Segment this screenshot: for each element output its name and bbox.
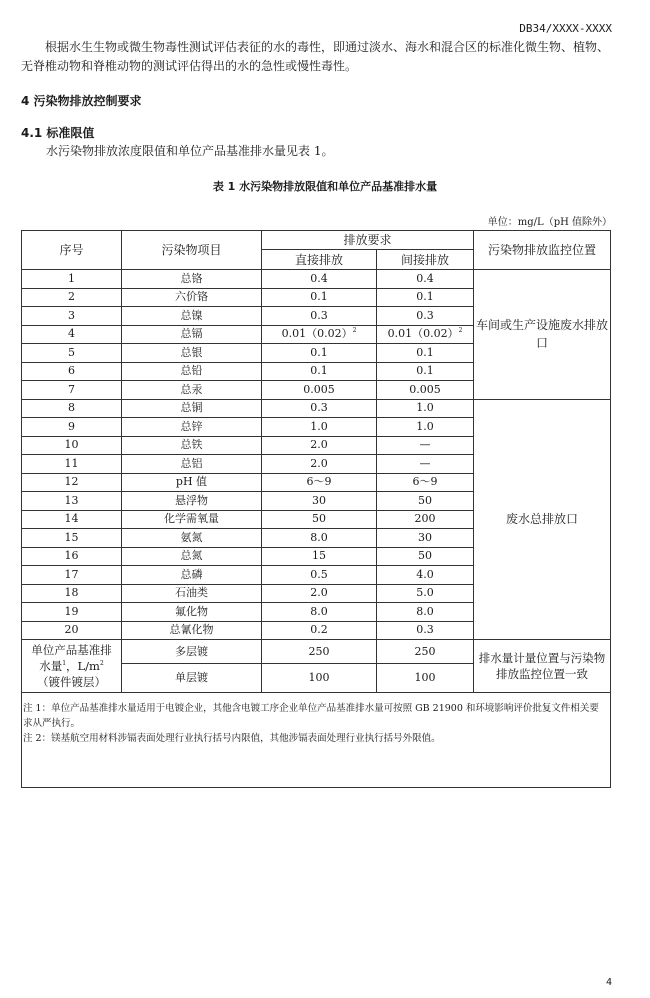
row-no: 7 (22, 381, 122, 400)
row-direct: 0.3 (262, 399, 377, 418)
row-direct: 100 (262, 664, 377, 693)
row-item: 总镍 (122, 307, 262, 326)
header-requirement: 排放要求 (262, 231, 474, 250)
row-item: 总汞 (122, 381, 262, 400)
position-unit-product: 排水量计量位置与污染物排放监控位置一致 (474, 640, 611, 693)
section-4-1-text: 水污染物排放浓度限值和单位产品基准排水量见表 1。 (46, 144, 334, 158)
row-indirect: 100 (377, 664, 474, 693)
row-no: 13 (22, 492, 122, 511)
row-item: 总锌 (122, 418, 262, 437)
row-direct: 0.1 (262, 362, 377, 381)
table-header-row (22, 231, 611, 250)
row-no: 20 (22, 621, 122, 640)
row-direct: 0.5 (262, 566, 377, 585)
row-direct: 0.1 (262, 344, 377, 363)
row-item: 六价铬 (122, 288, 262, 307)
row-indirect: — (377, 455, 474, 474)
row-no: 11 (22, 455, 122, 474)
row-item: 总氮 (122, 547, 262, 566)
value-text: 0.01（0.02） (281, 327, 353, 341)
note-ref: 2 (352, 327, 357, 335)
row-direct: 15 (262, 547, 377, 566)
position-workshop: 车间或生产设施废水排放口 (474, 270, 611, 400)
row-indirect: 0.4 (377, 270, 474, 289)
row-no: 8 (22, 399, 122, 418)
unit-label-text: 水量 (39, 659, 63, 673)
row-indirect: 6～9 (377, 473, 474, 492)
unit-sup: 2 (99, 660, 104, 667)
row-item: 总氰化物 (122, 621, 262, 640)
header-item: 污染物项目 (122, 231, 262, 270)
header-indirect: 间接排放 (377, 250, 474, 270)
row-no: 17 (22, 566, 122, 585)
note-2: 注 2：镁基航空用材料涉镉表面处理行业执行括号内限值，其他涉镉表面处理行业执行括号外限值。 (23, 733, 441, 744)
row-indirect: 4.0 (377, 566, 474, 585)
row-no: 6 (22, 362, 122, 381)
row-item: 氟化物 (122, 603, 262, 622)
row-no: 15 (22, 529, 122, 548)
row-indirect: 0.3 (377, 621, 474, 640)
note-ref: 2 (458, 327, 463, 335)
row-direct: 1.0 (262, 418, 377, 437)
row-no: 9 (22, 418, 122, 437)
table-row (22, 399, 611, 418)
row-no: 2 (22, 288, 122, 307)
row-indirect: — (377, 436, 474, 455)
table-notes (22, 693, 611, 788)
row-direct: 0.005 (262, 381, 377, 400)
row-item: 总铝 (122, 455, 262, 474)
row-direct: 8.0 (262, 603, 377, 622)
row-indirect: 0.1 (377, 362, 474, 381)
document-code: DB34/XXXX-XXXX (519, 22, 612, 35)
header-direct: 直接排放 (262, 250, 377, 270)
row-no: 10 (22, 436, 122, 455)
row-no: 14 (22, 510, 122, 529)
note-1: 注 1：单位产品基准排水量适用于电镀企业，其他含电镀工序企业单位产品基准排水量可按照 GB 21900 和环境影响评价批复文件相关要求从严执行。 (23, 703, 599, 729)
row-item: 总磷 (122, 566, 262, 585)
unit-label-line2 (22, 658, 121, 674)
note-ref: 1 (62, 660, 67, 667)
row-item: 总铁 (122, 436, 262, 455)
row-indirect: 1.0 (377, 418, 474, 437)
row-direct: 50 (262, 510, 377, 529)
row-direct: 6～9 (262, 473, 377, 492)
row-direct: 0.2 (262, 621, 377, 640)
row-item: 石油类 (122, 584, 262, 603)
section-4-heading: 4 污染物排放控制要求 (21, 94, 142, 108)
row-indirect: 0.1 (377, 288, 474, 307)
row-no: 5 (22, 344, 122, 363)
row-item: 总铬 (122, 270, 262, 289)
row-direct: 2.0 (262, 455, 377, 474)
row-item: 总镉 (122, 325, 262, 344)
row-direct: 250 (262, 640, 377, 664)
row-indirect (377, 325, 474, 344)
row-indirect: 30 (377, 529, 474, 548)
row-no: 12 (22, 473, 122, 492)
emission-limits-table (21, 230, 611, 788)
intro-paragraph: 根据水生生物或微生物毒性测试评估表征的水的毒性，即通过淡水、海水和混合区的标准化微生物、植物、无脊椎动物和脊椎动物的测试评估得出的水的急性或慢性毒性。 (21, 40, 610, 73)
header-no: 序号 (22, 231, 122, 270)
row-item: 悬浮物 (122, 492, 262, 511)
row-indirect: 0.1 (377, 344, 474, 363)
row-indirect: 200 (377, 510, 474, 529)
row-direct (262, 325, 377, 344)
row-item: 多层镀 (122, 640, 262, 664)
position-total: 废水总排放口 (474, 399, 611, 640)
row-item: 总银 (122, 344, 262, 363)
row-direct: 0.3 (262, 307, 377, 326)
row-direct: 0.1 (262, 288, 377, 307)
row-indirect: 50 (377, 492, 474, 511)
row-no: 18 (22, 584, 122, 603)
row-no: 16 (22, 547, 122, 566)
row-no: 19 (22, 603, 122, 622)
notes-row (22, 693, 611, 788)
unit-product-row (22, 640, 611, 664)
row-item: 总铜 (122, 399, 262, 418)
unit-label-line3: （镀件镀层） (37, 675, 106, 689)
table-row (22, 270, 611, 289)
row-indirect: 1.0 (377, 399, 474, 418)
row-indirect: 0.3 (377, 307, 474, 326)
row-no: 4 (22, 325, 122, 344)
row-no: 3 (22, 307, 122, 326)
row-indirect: 0.005 (377, 381, 474, 400)
row-item: 氨氮 (122, 529, 262, 548)
unit-label-line1: 单位产品基准排 (31, 643, 112, 657)
unit-label-unit: ，L/m (66, 659, 100, 673)
page-number: 4 (605, 977, 612, 988)
row-direct: 30 (262, 492, 377, 511)
row-item: 单层镀 (122, 664, 262, 693)
unit-product-label (22, 640, 122, 693)
value-text: 0.01（0.02） (387, 327, 459, 341)
row-no: 1 (22, 270, 122, 289)
row-item: pH 值 (122, 473, 262, 492)
table-unit-note: 单位：mg/L（pH 值除外） (487, 217, 612, 228)
row-direct: 0.4 (262, 270, 377, 289)
row-indirect: 8.0 (377, 603, 474, 622)
row-direct: 2.0 (262, 436, 377, 455)
row-indirect: 250 (377, 640, 474, 664)
row-item: 总铅 (122, 362, 262, 381)
section-4-1-heading: 4.1 标准限值 (21, 126, 95, 140)
row-item: 化学需氧量 (122, 510, 262, 529)
row-indirect: 5.0 (377, 584, 474, 603)
row-direct: 2.0 (262, 584, 377, 603)
row-indirect: 50 (377, 547, 474, 566)
row-direct: 8.0 (262, 529, 377, 548)
table-title: 表 1 水污染物排放限值和单位产品基准排水量 (212, 180, 438, 193)
header-position: 污染物排放监控位置 (474, 231, 611, 270)
